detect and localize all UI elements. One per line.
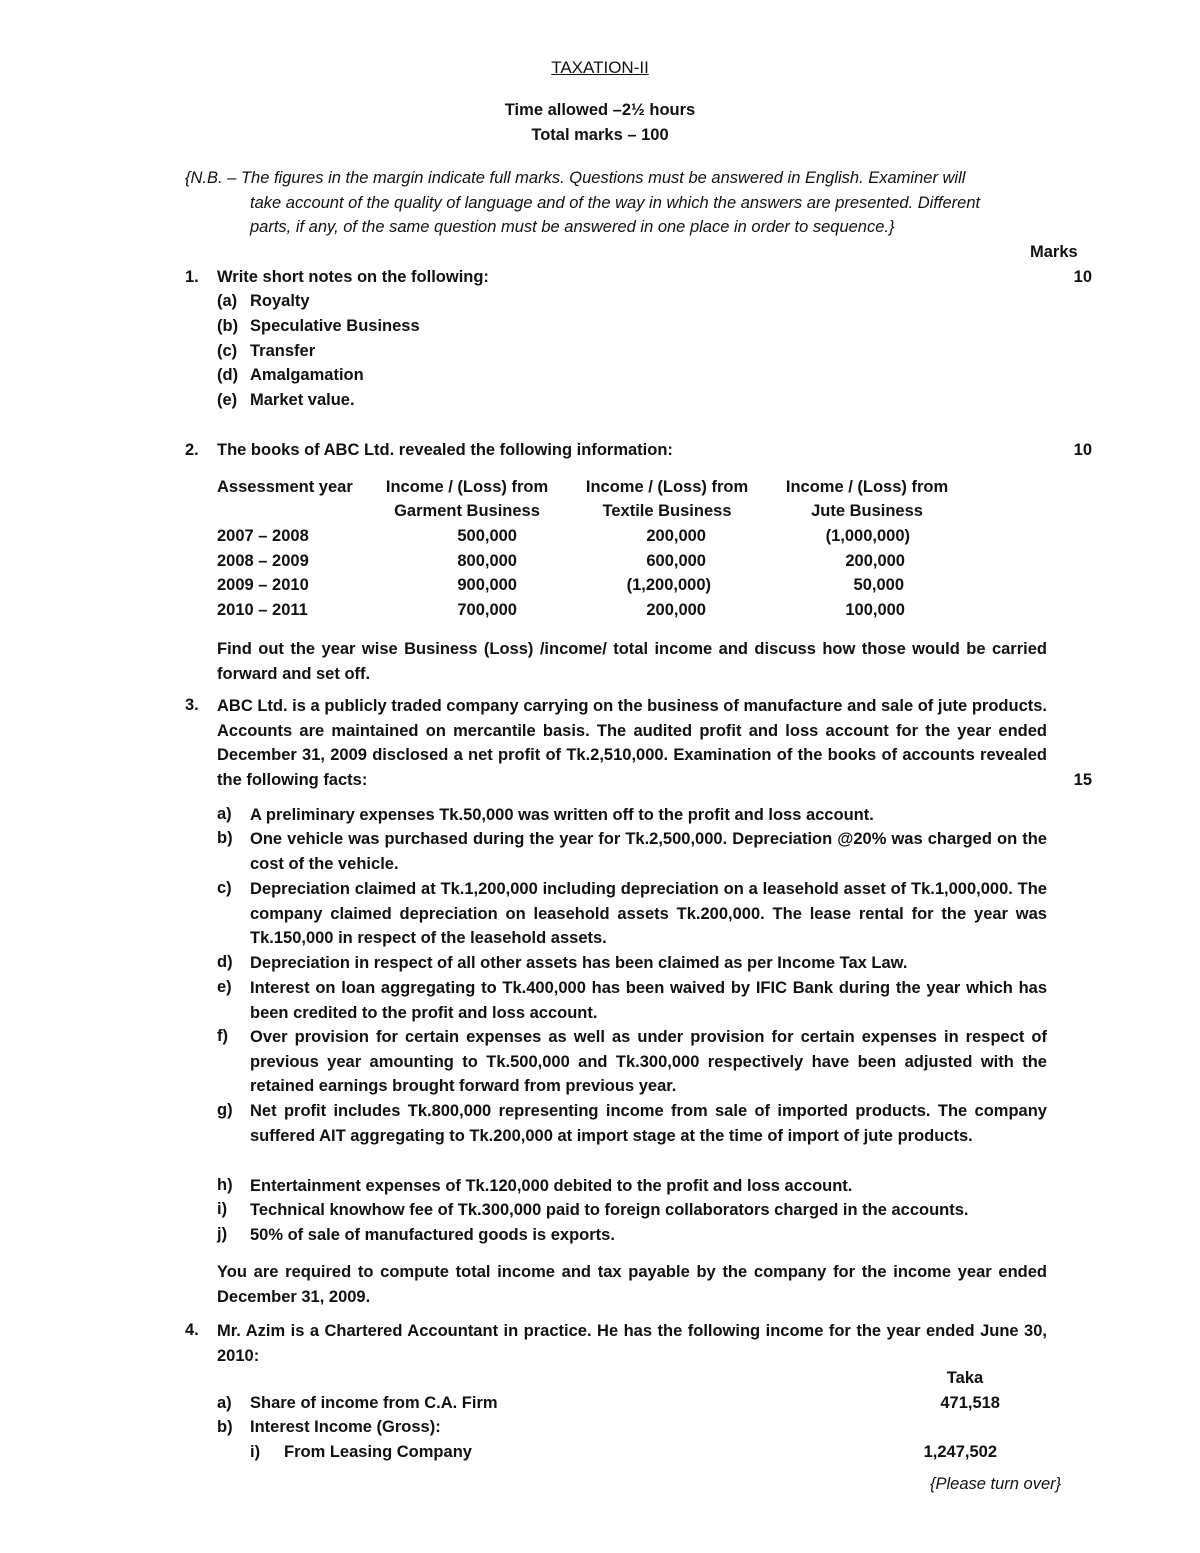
q2-table-cell: 2007 – 2008 <box>217 527 309 545</box>
q1-item-label: (a) <box>217 292 238 310</box>
q4-number: 4. <box>185 1321 199 1339</box>
total-marks: Total marks – 100 <box>531 126 669 144</box>
marks-header: Marks <box>1030 243 1078 261</box>
q3-number: 3. <box>185 696 199 714</box>
q3-text: ABC Ltd. is a publicly traded company carrying on the business of manufacture and sale of jute products. Accounts are maintained on mercantile basis. The audited profit and loss account for the year ended December 31, 2009 disclosed a net profit of Tk.2,510,000. Examination of the books of accounts revealed the following facts: <box>217 697 1047 789</box>
q2-table-cell: 800,000 <box>457 552 517 570</box>
q2-table-cell: 200,000 <box>845 552 905 570</box>
q4-item-text: Interest Income (Gross): <box>250 1418 441 1436</box>
q2-table-cell: 200,000 <box>646 601 706 619</box>
q3-item-label: e) <box>217 978 232 996</box>
q3-item-text: 50% of sale of manufactured goods is exports. <box>250 1226 615 1244</box>
q2-table-cell: 2010 – 2011 <box>217 601 308 619</box>
q1-item-label: (e) <box>217 391 238 409</box>
q2-table-cell: 500,000 <box>457 527 517 545</box>
q4-text: Mr. Azim is a Chartered Accountant in practice. He has the following income for the year ended June 30, 2010: <box>217 1322 1047 1365</box>
q3-item-text: Depreciation claimed at Tk.1,200,000 including depreciation on a leasehold asset of Tk.1,000,000. The company claimed depreciation on leasehold assets Tk.200,000. The lease rental for the year was Tk.150,000 in respect of the leasehold assets. <box>250 880 1047 948</box>
q3-item-label: f) <box>217 1027 228 1045</box>
q1-item-text: Speculative Business <box>250 317 420 335</box>
q2-table-cell: 700,000 <box>457 601 517 619</box>
nb-line-2: take account of the quality of language and of the way in which the answers are presented. Different <box>250 194 981 212</box>
q2-table-cell: 2008 – 2009 <box>217 552 309 570</box>
time-allowed: Time allowed –2½ hours <box>504 101 696 119</box>
page-title: TAXATION-II <box>551 58 649 77</box>
q4-item-label: a) <box>217 1394 232 1412</box>
q3-item-label: h) <box>217 1176 233 1194</box>
q4-subitem-text: From Leasing Company <box>284 1443 472 1461</box>
q3-item-label: b) <box>217 829 233 847</box>
q4-item-label: b) <box>217 1418 233 1436</box>
q3-item-label: c) <box>217 879 232 897</box>
q1-item-label: (b) <box>217 317 239 335</box>
q1-item-text: Market value. <box>250 391 355 409</box>
q1-item-text: Royalty <box>250 292 310 310</box>
q2-table-cell: (1,200,000) <box>626 576 711 594</box>
q3-item-text: Net profit includes Tk.800,000 representing income from sale of imported products. The company suffered AIT aggregating to Tk.200,000 at import stage at the time of import of jute products. <box>250 1102 1047 1145</box>
q2-table-cell: 2009 – 2010 <box>217 576 309 594</box>
q3-item-text: Technical knowhow fee of Tk.300,000 paid to foreign collaborators charged in the accounts. <box>250 1201 969 1219</box>
q2-marks: 10 <box>1073 441 1092 459</box>
q3-item-text: Depreciation in respect of all other assets has been claimed as per Income Tax Law. <box>250 954 908 972</box>
q3-item-label: a) <box>217 805 232 823</box>
nb-line-3: parts, if any, of the same question must be answered in one place in order to sequence.} <box>250 218 895 236</box>
q3-footer: You are required to compute total income and tax payable by the company for the income year ended December 31, 2009. <box>217 1263 1047 1306</box>
q4-item-value: 471,518 <box>940 1394 1000 1412</box>
turn-over-note: {Please turn over} <box>930 1475 1062 1493</box>
q2-table-header: Income / (Loss) from <box>385 478 549 496</box>
q1-item-text: Amalgamation <box>250 366 364 384</box>
q3-item-text: Interest on loan aggregating to Tk.400,000 has been waived by IFIC Bank during the year which has been credited to the profit and loss account. <box>250 979 1047 1022</box>
q2-table-cell: 50,000 <box>853 576 904 594</box>
taka-header: Taka <box>946 1369 984 1387</box>
q4-subitem-value: 1,247,502 <box>923 1443 997 1461</box>
q3-item-text: A preliminary expenses Tk.50,000 was written off to the profit and loss account. <box>250 806 874 824</box>
q2-number: 2. <box>185 441 199 459</box>
nb-line-1: {N.B. – The figures in the margin indicate full marks. Questions must be answered in English. Examiner will <box>185 169 966 187</box>
q2-table-header: Income / (Loss) from <box>585 478 749 496</box>
q2-table-cell: 100,000 <box>845 601 905 619</box>
q2-table-cell: 600,000 <box>646 552 706 570</box>
q4-subitem-label: i) <box>250 1443 261 1461</box>
q3-item-text: Entertainment expenses of Tk.120,000 debited to the profit and loss account. <box>250 1177 853 1195</box>
q2-table-header: Jute Business <box>811 502 923 520</box>
q2-text: The books of ABC Ltd. revealed the following information: <box>217 441 673 459</box>
q1-number: 1. <box>185 268 199 286</box>
q1-item-label: (c) <box>217 342 238 360</box>
q2-footer: Find out the year wise Business (Loss) /income/ total income and discuss how those would be carried forward and set off. <box>217 640 1047 683</box>
q3-item-label: i) <box>217 1200 228 1218</box>
q3-item-label: g) <box>217 1101 233 1119</box>
q3-item-label: j) <box>217 1225 228 1243</box>
q3-item-text: Over provision for certain expenses as well as under provision for certain expenses in respect of previous year amounting to Tk.500,000 and Tk.300,000 respectively have been adjusted with the retained earnings brought forward from previous year. <box>250 1028 1047 1096</box>
q1-text: Write short notes on the following: <box>217 268 489 286</box>
q2-table-cell: 200,000 <box>646 527 706 545</box>
q3-item-label: d) <box>217 953 233 971</box>
q2-table-header: Assessment year <box>217 478 353 496</box>
q2-table-header: Textile Business <box>602 502 732 520</box>
q2-table-cell: (1,000,000) <box>825 527 910 545</box>
q2-table-header: Income / (Loss) from <box>785 478 949 496</box>
q1-item-label: (d) <box>217 366 239 384</box>
q3-marks: 15 <box>1073 771 1092 789</box>
q1-marks: 10 <box>1073 268 1092 286</box>
q2-table-cell: 900,000 <box>457 576 517 594</box>
q2-table-header: Garment Business <box>394 502 540 520</box>
q1-item-text: Transfer <box>250 342 316 360</box>
q4-item-text: Share of income from C.A. Firm <box>250 1394 498 1412</box>
q3-item-text: One vehicle was purchased during the year for Tk.2,500,000. Depreciation @20% was charged on the cost of the vehicle. <box>250 830 1047 873</box>
